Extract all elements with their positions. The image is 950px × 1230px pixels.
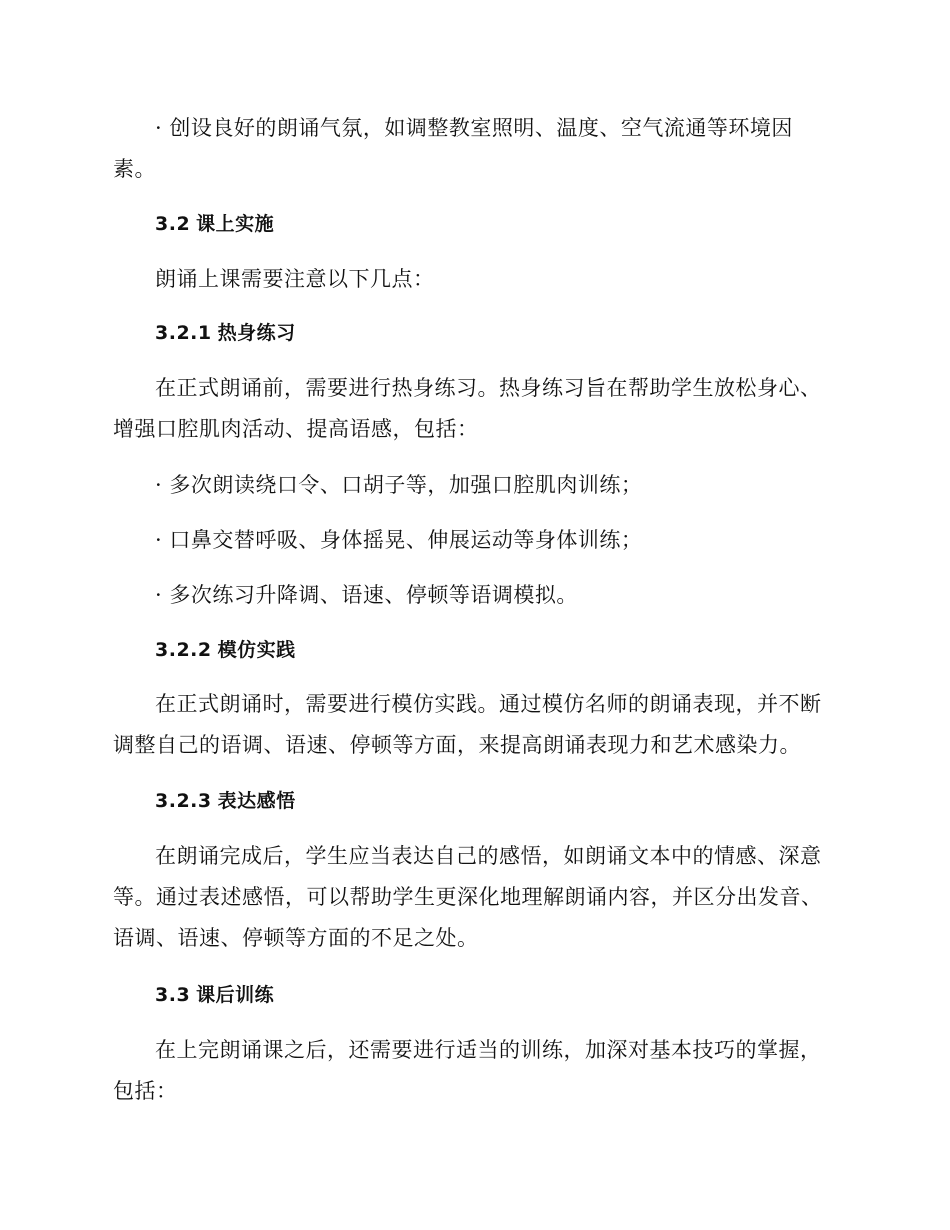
heading-number: 3.2 — [155, 213, 191, 235]
paragraph-environment: · 创设良好的朗诵气氛，如调整教室照明、温度、空气流通等环境因素。 — [113, 116, 793, 181]
heading-number: 3.2.2 — [155, 639, 212, 661]
heading-number: 3.3 — [155, 984, 191, 1006]
heading-number: 3.2.1 — [155, 322, 212, 344]
paragraph-3-3: 在上完朗诵课之后，还需要进行适当的训练，加深对基本技巧的掌握，包括： — [113, 1038, 822, 1103]
heading-3-2-3 — [155, 781, 875, 822]
bullet-item: · 多次朗读绕口令、口胡子等，加强口腔肌肉训练； — [155, 473, 643, 497]
heading-title: 课上实施 — [196, 213, 275, 235]
heading-3-2-2 — [155, 630, 875, 671]
paragraph-3-2-3: 在朗诵完成后，学生应当表达自己的感悟，如朗诵文本中的情感、深意等。通过表述感悟，可以帮助学生更深化地理解朗诵内容，并区分出发音、语调、语速、停顿等方面的不足之处。 — [113, 844, 823, 950]
paragraph-3-2-2: 在正式朗诵时，需要进行模仿实践。通过模仿名师的朗诵表现，并不断调整自己的语调、语速、停顿等方面，来提高朗诵表现力和艺术感染力。 — [113, 692, 822, 757]
heading-3-3 — [155, 975, 875, 1016]
heading-title: 表达感悟 — [217, 790, 296, 812]
heading-3-2 — [155, 204, 875, 245]
heading-3-2-1 — [155, 313, 875, 354]
paragraph-3-2: 朗诵上课需要注意以下几点： — [155, 267, 435, 291]
heading-title: 课后训练 — [196, 984, 275, 1006]
bullet-item: · 多次练习升降调、语速、停顿等语调模拟。 — [155, 583, 578, 607]
heading-title: 模仿实践 — [217, 639, 296, 661]
heading-number: 3.2.3 — [155, 790, 212, 812]
heading-title: 热身练习 — [217, 322, 296, 344]
bullet-item: · 口鼻交替呼吸、身体摇晃、伸展运动等身体训练； — [155, 528, 643, 552]
paragraph-3-2-1: 在正式朗诵前，需要进行热身练习。热身练习旨在帮助学生放松身心、增强口腔肌肉活动、提高语感，包括： — [113, 376, 822, 441]
